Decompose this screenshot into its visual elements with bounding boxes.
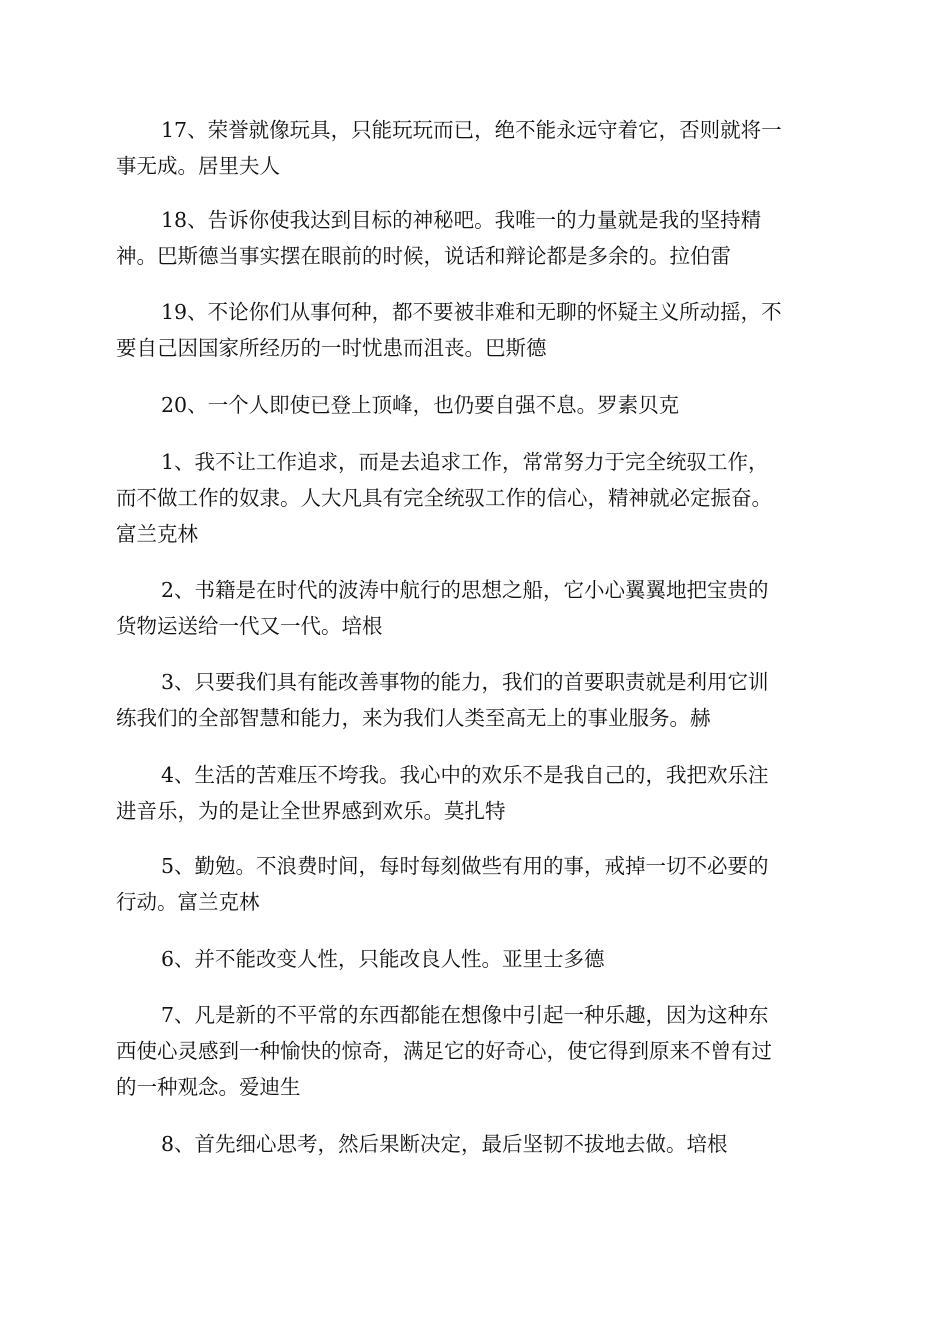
- quote-paragraph-1: [116, 444, 838, 552]
- quote-paragraph-18: [116, 202, 838, 274]
- text-line: 20、一个人即使已登上顶峰，也仍要自强不息。罗素贝克: [161, 393, 680, 417]
- text-line: 行动。富兰克林: [116, 890, 260, 914]
- quote-paragraph-4: [116, 757, 838, 829]
- quote-paragraph-8: [116, 1126, 838, 1162]
- quote-paragraph-7: [116, 997, 838, 1105]
- text-line: 货物运送给一代又一代。培根: [116, 614, 383, 638]
- quote-paragraph-5: [116, 848, 838, 920]
- text-line: 神。巴斯德当事实摆在眼前的时候，说话和辩论都是多余的。拉伯雷: [116, 244, 731, 268]
- text-line: 1、我不让工作追求，而是去追求工作，常常努力于完全统驭工作，: [161, 450, 769, 474]
- text-line: 进音乐，为的是让全世界感到欢乐。莫扎特: [116, 799, 506, 823]
- quote-paragraph-19: [116, 294, 838, 366]
- text-line: 17、荣誉就像玩具，只能玩玩而已，绝不能永远守着它，否则就将一: [161, 118, 782, 142]
- quote-paragraph-3: [116, 664, 838, 736]
- text-line: 5、勤勉。不浪费时间，每时每刻做些有用的事，戒掉一切不必要的: [161, 854, 769, 878]
- text-line: 2、书籍是在时代的波涛中航行的思想之船，它小心翼翼地把宝贵的: [161, 578, 769, 602]
- text-line: 8、首先细心思考，然后果断决定，最后坚韧不拔地去做。培根: [161, 1132, 728, 1156]
- text-line: 要自己因国家所经历的一时忧患而沮丧。巴斯德: [116, 336, 547, 360]
- text-line: 西使心灵感到一种愉快的惊奇，满足它的好奇心，使它得到原来不曾有过: [116, 1039, 772, 1063]
- text-line: 练我们的全部智慧和能力，来为我们人类至高无上的事业服务。赫: [116, 706, 711, 730]
- text-line: 富兰克林: [116, 522, 198, 546]
- quote-paragraph-2: [116, 572, 838, 644]
- text-line: 事无成。居里夫人: [116, 154, 280, 178]
- text-line: 19、不论你们从事何种，都不要被非难和无聊的怀疑主义所动摇，不: [161, 300, 782, 324]
- text-line: 4、生活的苦难压不垮我。我心中的欢乐不是我自己的，我把欢乐注: [161, 763, 769, 787]
- quote-paragraph-17: [116, 112, 838, 184]
- text-line: 18、告诉你使我达到目标的神秘吧。我唯一的力量就是我的坚持精: [161, 208, 762, 232]
- text-line: 3、只要我们具有能改善事物的能力，我们的首要职责就是利用它训: [161, 670, 769, 694]
- text-line: 7、凡是新的不平常的东西都能在想像中引起一种乐趣，因为这种东: [161, 1003, 769, 1027]
- text-line: 的一种观念。爱迪生: [116, 1075, 301, 1099]
- text-line: 6、并不能改变人性，只能改良人性。亚里士多德: [161, 947, 605, 971]
- quote-paragraph-6: [116, 941, 838, 977]
- text-line: 而不做工作的奴隶。人大凡具有完全统驭工作的信心，精神就必定振奋。: [116, 486, 772, 510]
- quote-paragraph-20: [116, 387, 838, 423]
